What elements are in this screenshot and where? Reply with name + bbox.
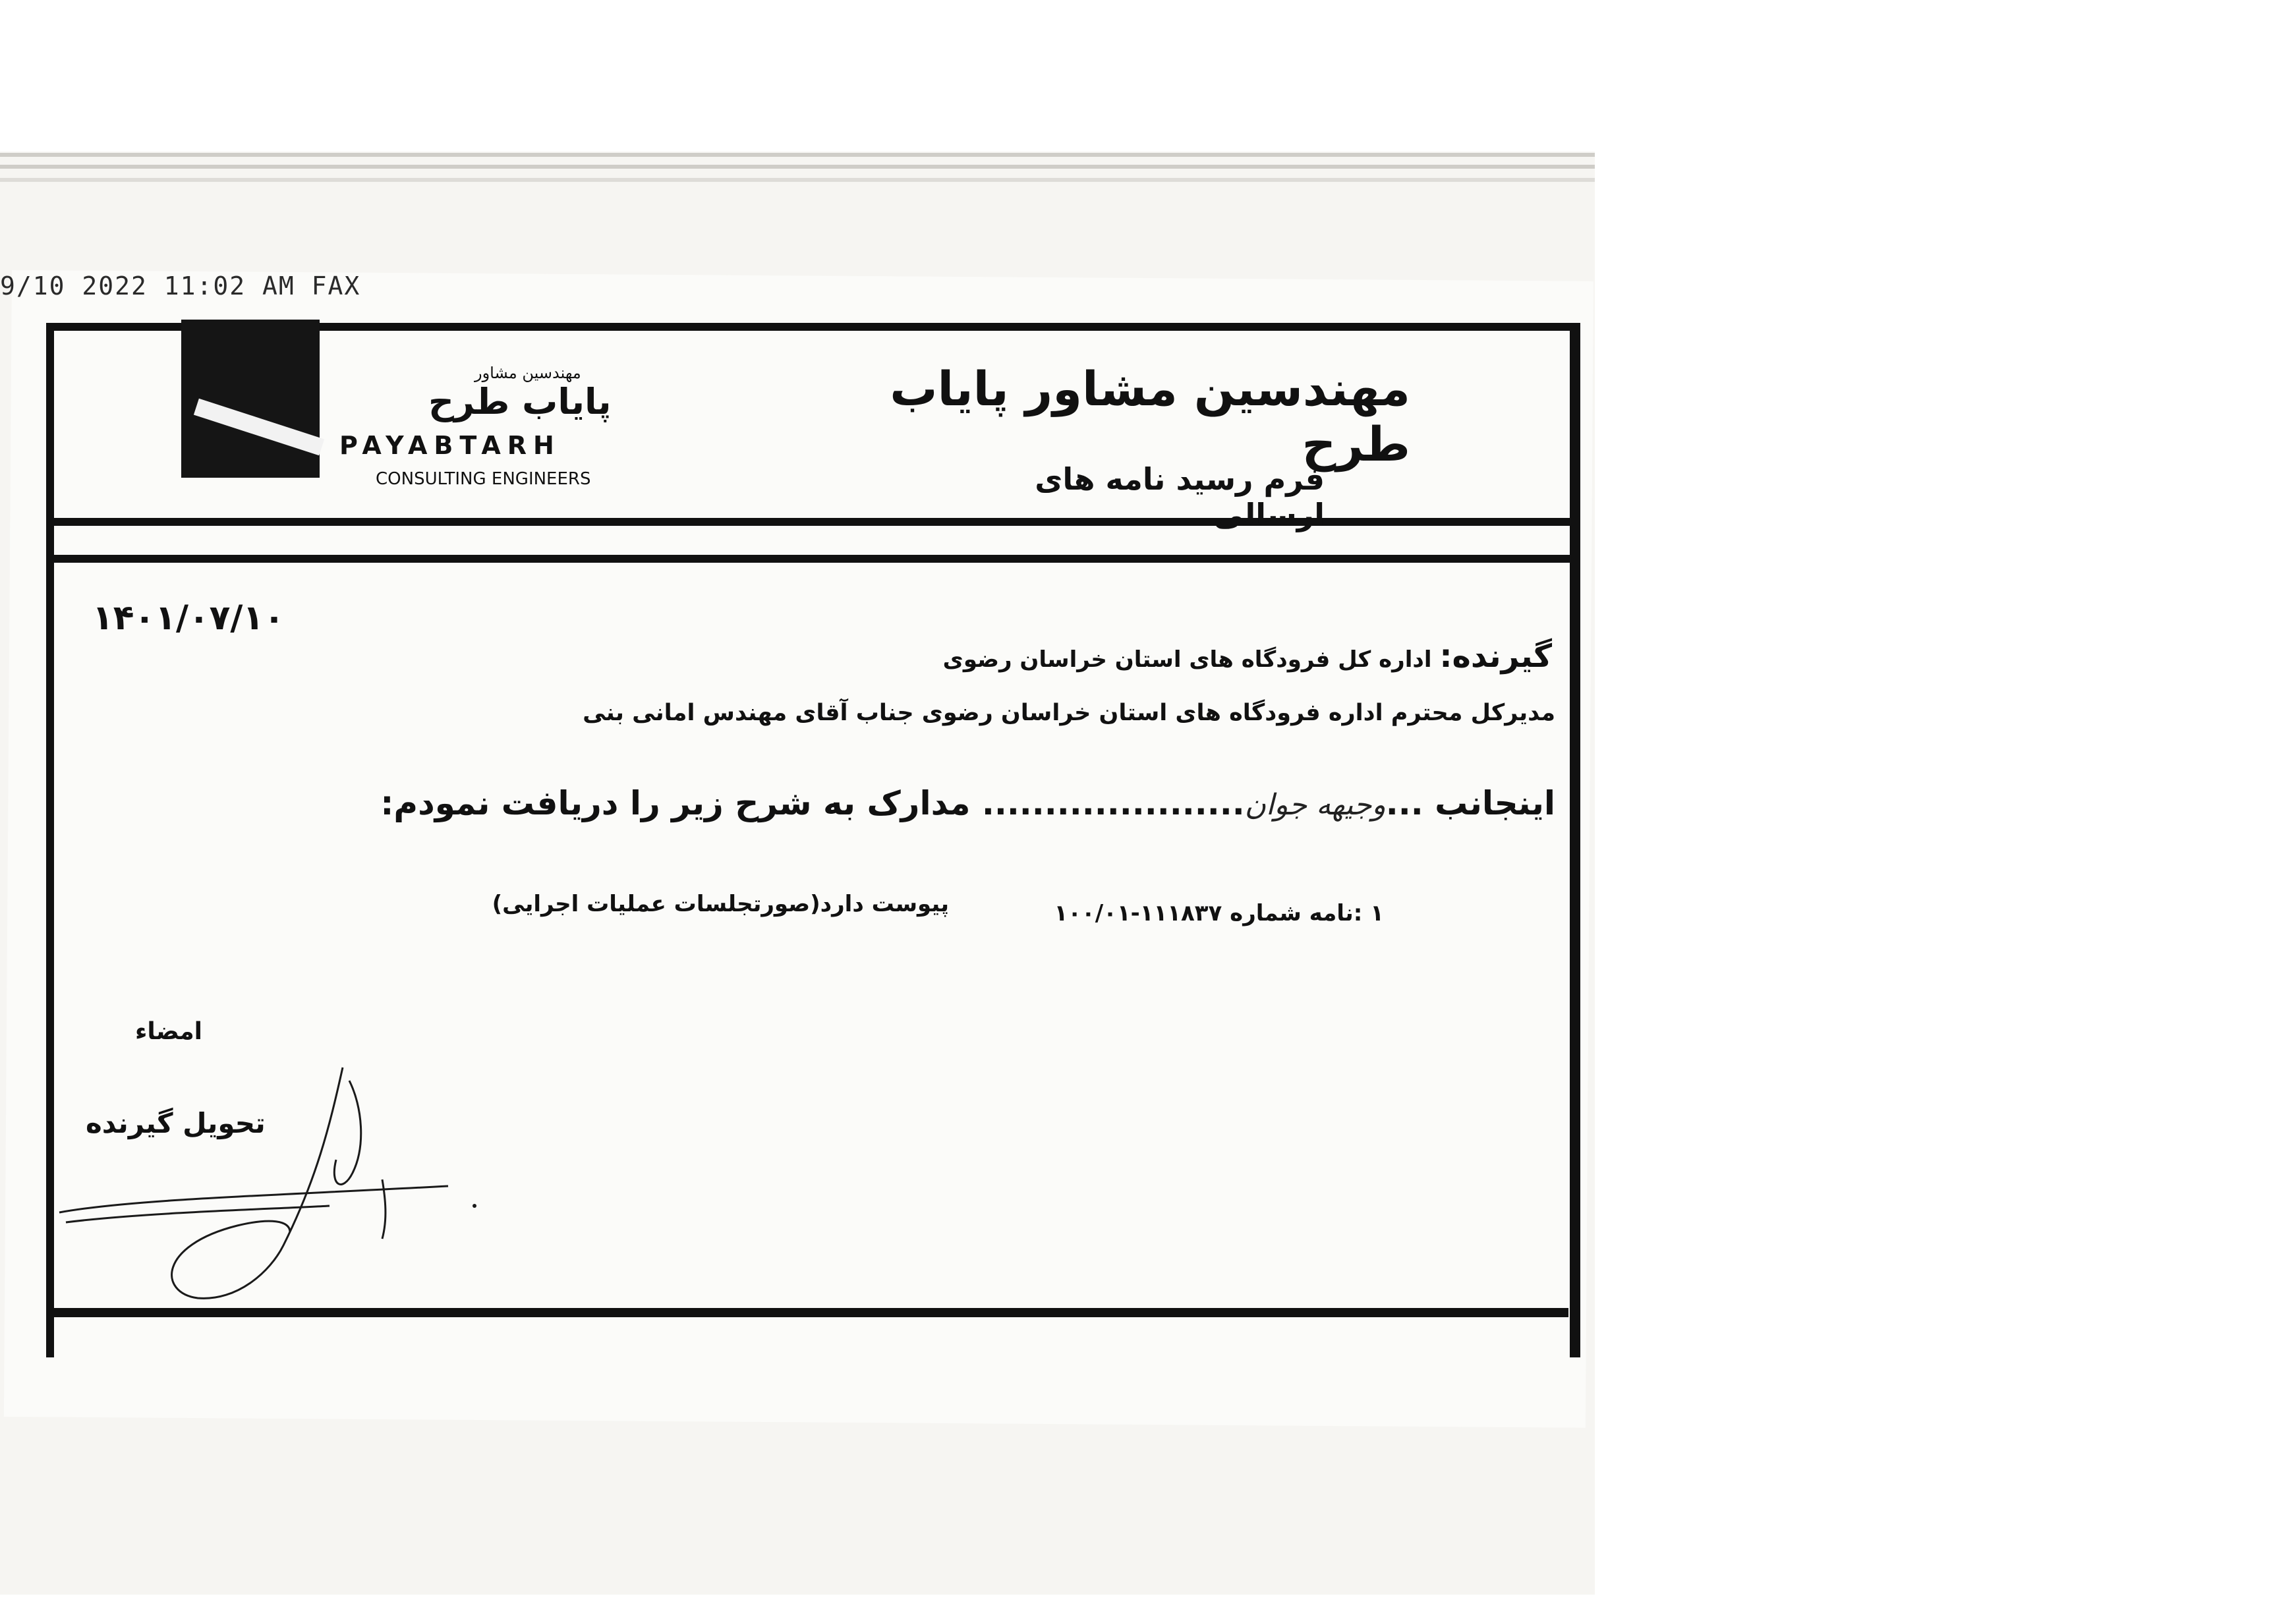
logo-english-subtitle: CONSULTING ENGINEERS: [376, 469, 591, 489]
receipt-prefix: اینجانب ...: [1385, 784, 1555, 822]
scan-edge-line: [0, 165, 1595, 169]
handwritten-signature: [53, 1048, 514, 1311]
date-stamp: ۱۴۰۱/۰۷/۱۰: [92, 598, 285, 638]
receipt-suffix: ..................... مدارک به شرح زیر را دریافت نمودم:: [380, 784, 1245, 822]
form-title: فرم رسید نامه های ارسالی: [1035, 461, 1325, 532]
handwritten-name: وجیهه جوان: [1244, 788, 1386, 822]
scan-edge-line: [0, 178, 1595, 182]
header-bottom-border: [46, 518, 1575, 526]
payabtarh-logo-icon: [181, 320, 320, 478]
letter-item: ۱ :نامه شماره ۱۱۱۸۳۷-۱۰۰/۰۱: [1054, 900, 1384, 926]
receipt-statement: [369, 784, 1555, 822]
logo-slash: [194, 399, 324, 456]
logo-english-name: PAYABTARH: [339, 431, 561, 460]
fax-header: 9/10 2022 11:02 AM FAX: [0, 271, 361, 300]
signature-label: امضاء: [135, 1018, 203, 1045]
receiver-label: تحویل گیرنده: [86, 1107, 266, 1139]
logo-persian-name: پایاب طرح: [428, 381, 612, 422]
attachment-note: پیوست دارد(صورتجلسات عملیات اجرایی): [492, 891, 949, 917]
body-top-border: [46, 555, 1575, 563]
company-title: مهندسین مشاور پایاب طرح: [890, 361, 1410, 472]
recipient-line: [857, 638, 1552, 675]
director-line: مدیرکل محترم اداره فرودگاه های استان خراسان رضوی جناب آقای مهندس امانی بنی: [583, 700, 1555, 726]
recipient-value: اداره کل فرودگاه های استان خراسان رضوی: [942, 646, 1432, 673]
recipient-label: گیرنده:: [1439, 638, 1552, 675]
scan-edge-line: [0, 153, 1595, 157]
logo-persian-subtitle: مهندسین مشاور: [474, 364, 581, 382]
